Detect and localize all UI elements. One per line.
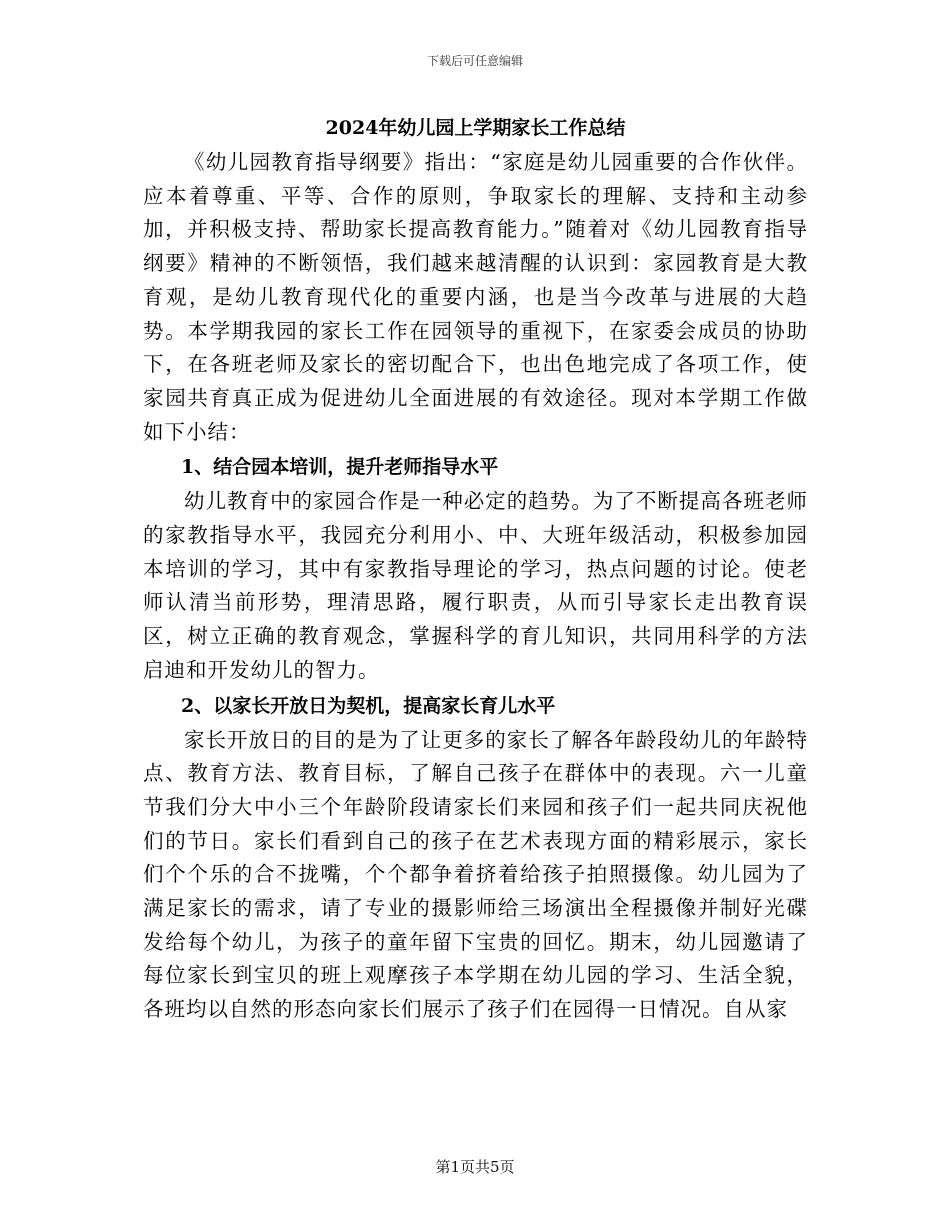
page-number: 第1页共5页 bbox=[435, 1158, 515, 1176]
section-1-heading: 1、结合园本培训，提升老师指导水平 bbox=[181, 456, 499, 479]
page-header-note: 下载后可任意编辑 bbox=[426, 54, 523, 68]
intro-paragraph: 《幼儿园教育指导纲要》指出：“家庭是幼儿园重要的合作伙伴。应本着尊重、平等、合作的原则，争取家长的理解、支持和主动参加，并积极支持、帮助家长提高教育能力。”随着对《幼儿园教育指导纲要》精神的不断领悟，我们越来越清醒的认识到：家园教育是大教育观，是幼儿教育现代化的重要内涵，也是当今改革与进展的大趋势。本学期我园的家长工作在园领导的重视下，在家委会成员的协助下，在各班老师及家长的密切配合下，也出色地完成了各项工作，使家园共育真正成为促进幼儿全面进展的有效途径。现对本学期工作做如下小结： bbox=[143, 150, 808, 444]
document-body bbox=[143, 110, 808, 1027]
section-1-paragraph: 幼儿教育中的家园合作是一种必定的趋势。为了不断提高各班老师的家教指导水平，我园充分利用小、中、大班年级活动，积极参加园本培训的学习，其中有家教指导理论的学习，热点问题的讨论。使老师认清当前形势，理清思路，履行职责，从而引导家长走出教育误区，树立正确的教育观念，掌握科学的育儿知识，共同用科学的方法启迪和开发幼儿的智力。 bbox=[143, 489, 808, 682]
section-2-paragraph: 家长开放日的目的是为了让更多的家长了解各年龄段幼儿的年龄特点、教育方法、教育目标，了解自己孩子在群体中的表现。六一儿童节我们分大中小三个年龄阶段请家长们来园和孩子们一起共同庆祝他们的节日。家长们看到自己的孩子在艺术表现方面的精彩展示，家长们个个乐的合不拢嘴，个个都争着挤着给孩子拍照摄像。幼儿园为了满足家长的需求，请了专业的摄影师给三场演出全程摄像并制好光碟发给每个幼儿，为孩子的童年留下宝贵的回忆。期末，幼儿园邀请了每位家长到宝贝的班上观摩孩子本学期在幼儿园的学习、生活全貌，各班均以自然的形态向家长们展示了孩子们在园得一日情况。自从家 bbox=[143, 727, 808, 1022]
section-2-heading: 2、以家长开放日为契机，提高家长育儿水平 bbox=[181, 694, 556, 717]
document-title: 2024年幼儿园上学期家长工作总结 bbox=[325, 117, 626, 139]
